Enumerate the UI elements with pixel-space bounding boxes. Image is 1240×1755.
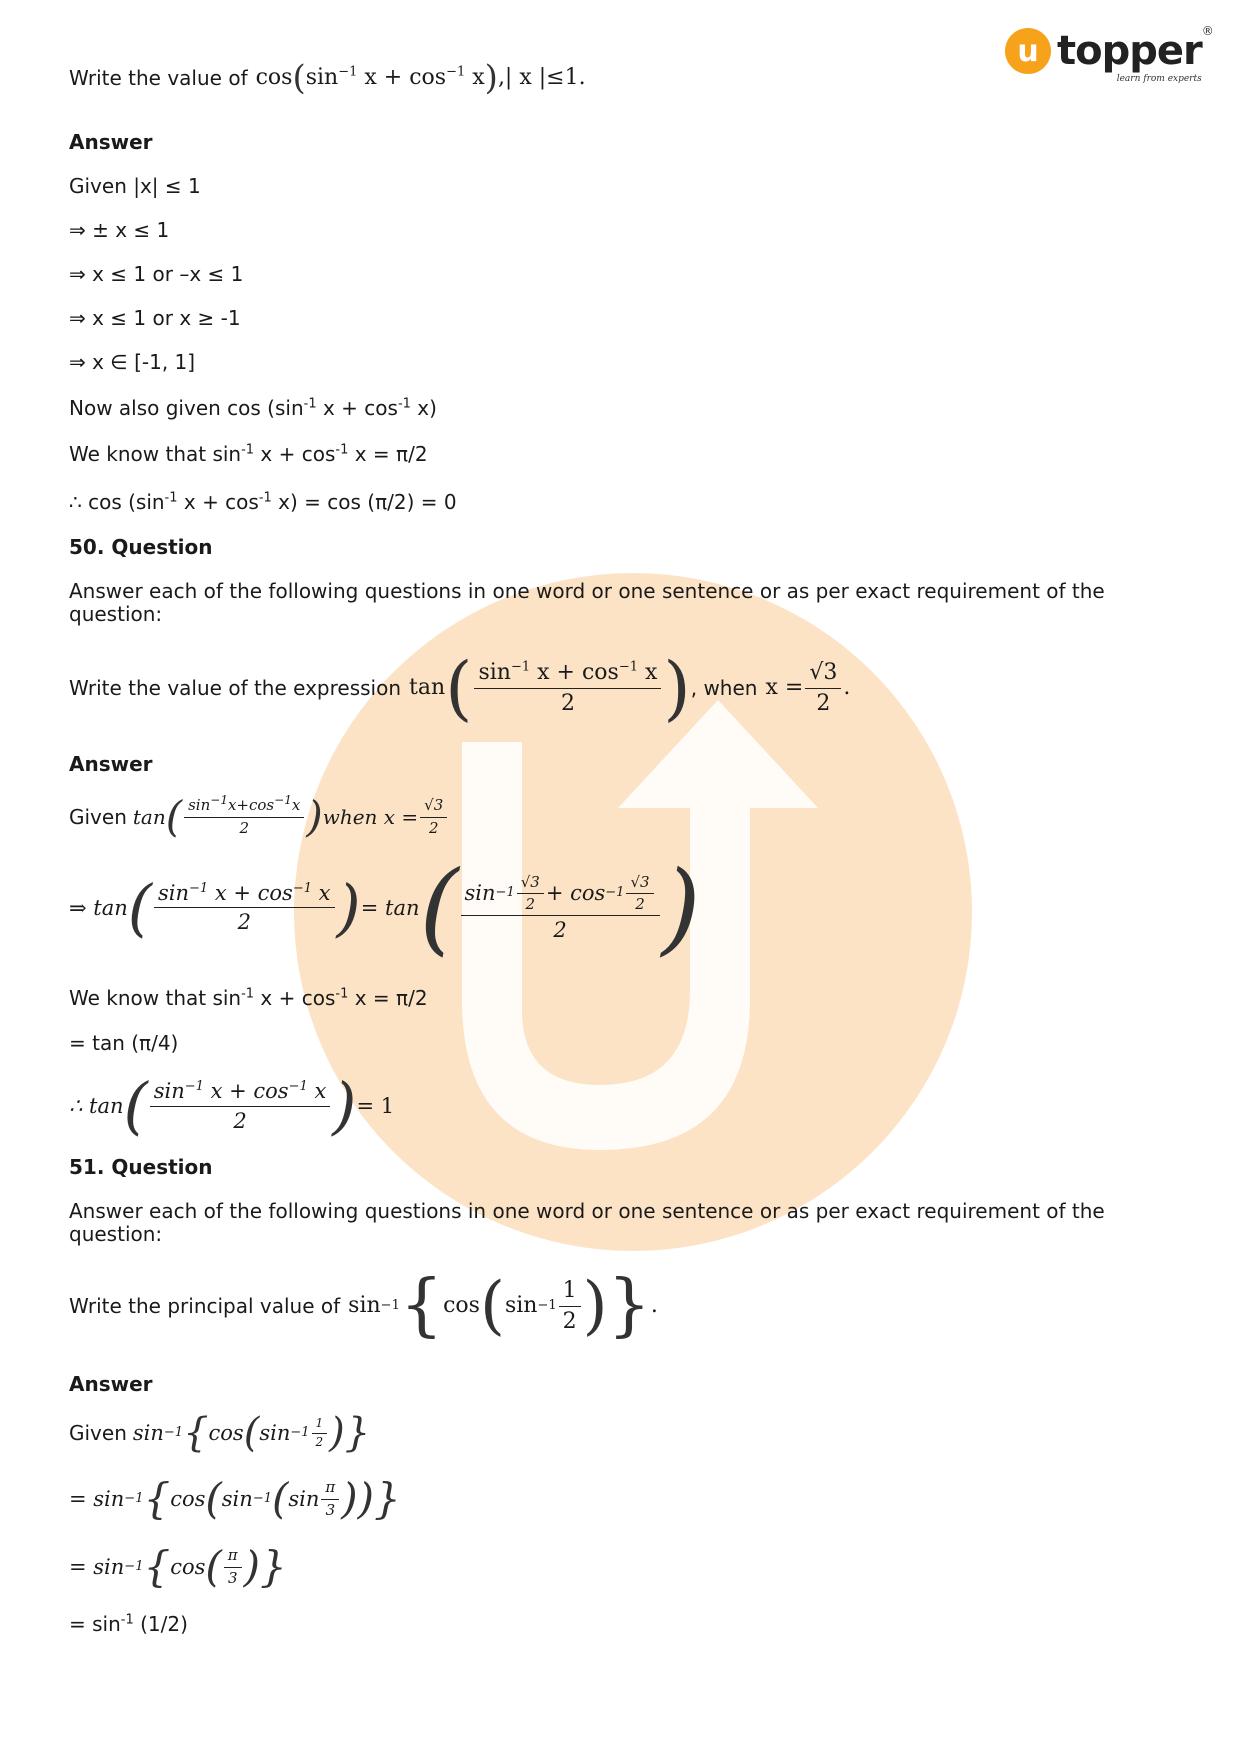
q49-prompt-text: Write the value of — [69, 66, 248, 90]
q49-conclusion: ∴ $\cos (\sin^{-1}$ $x + \cos^{-1} x) = \cos (\pi/2) = 0$ — [69, 490, 457, 514]
q49-prompt-formula: $\cos(\sin^{-1}$ $x + \cos^{-1} x),|$ x |≤1. — [255, 58, 586, 98]
utopper-logo — [1005, 24, 1214, 84]
q49-step: ⇒ ± x ≤ 1 — [69, 218, 170, 242]
q51-prompt-text: Write the principal value of — [69, 1294, 341, 1318]
q49-prompt — [69, 58, 586, 98]
q50-given: Given tan ( $\frac{\sin^{-1}x+\cos^{-1}x}{2}$ ) when x = $\frac{√3}{2}$ — [69, 792, 449, 842]
q49-answer-label: Answer — [69, 130, 153, 154]
q49-step: ⇒ x ≤ 1 or x ≥ -1 — [69, 306, 241, 330]
q50-result: ∴ tan ( $\frac{\sin^{-1} x + \cos^{-1} x}{2}$ ) = 1 — [69, 1069, 395, 1142]
q50-step-substitute: ⇒ tan ( $\frac{\sin^{-1} x + \cos^{-1} x}{2}$ ) = tan ( sin −1 $\frac{√3}{2}$ + cos −1 $\frac{√3}{2}$ 2 ) — [69, 848, 701, 966]
q49-step: Given |x| ≤ 1 — [69, 174, 201, 198]
q50-when: , when — [690, 676, 758, 700]
q50-heading: 50. Question — [69, 535, 213, 559]
q50-answer-label: Answer — [69, 752, 153, 776]
logo-text: topper — [1057, 28, 1202, 74]
q51-given: Given sin −1 { cos ( sin −1 $\frac{1}{2}$ ) } — [69, 1410, 371, 1456]
q50-tan-value: = tan (π/4) — [69, 1031, 179, 1055]
q51-step-2: = sin −1 { cos ( $\frac{\pi}{3}$ ) } — [69, 1542, 287, 1591]
q51-instruction-2: question: — [69, 1222, 163, 1246]
q49-step: ⇒ x ∈ [-1, 1] — [69, 350, 196, 374]
q51-step-3: = $\sin^{-1} (1/2)$ — [69, 1612, 188, 1636]
q51-instruction-1: Answer each of the following questions in one word or one sentence or as per exact requirement of the — [69, 1199, 1105, 1223]
logo-mark-icon: u — [1005, 28, 1051, 74]
logo-registered: ® — [1201, 24, 1214, 38]
q51-step-1: = sin −1 { cos ( sin −1 ( sin $\frac{\pi}{3}$ ) ) } — [69, 1474, 401, 1523]
q49-step: ⇒ x ≤ 1 or –x ≤ 1 — [69, 262, 244, 286]
q49-identity: We know that $\sin^{-1} x + \cos^{-1} x = \pi/2$ — [69, 442, 428, 466]
q50-instruction-1: Answer each of the following questions in one word or one sentence or as per exact requirement of the — [69, 579, 1105, 603]
q51-prompt — [69, 1268, 658, 1344]
q50-prompt-formula: tan ( $\frac{\sin^{-1} x + \cos^{-1} x}{2}$ ) — [409, 647, 691, 729]
q50-prompt-text: Write the value of the expression — [69, 676, 402, 700]
q50-instruction-2: question: — [69, 602, 163, 626]
q49-now-given: Now also given $\cos (\sin^{-1}$ $x + \cos^{-1} x$) — [69, 396, 437, 420]
q50-identity: We know that $\sin^{-1} x + \cos^{-1} x = \pi/2$ — [69, 986, 428, 1010]
logo-tagline: learn from experts — [1116, 74, 1202, 84]
q50-x-value: x = $\frac{√3}{2}$ . — [765, 660, 851, 716]
q50-prompt — [69, 648, 850, 728]
q51-prompt-formula: sin −1 { cos ( sin −1 $\frac{1}{2}$ ) } . — [348, 1266, 658, 1345]
q51-heading: 51. Question — [69, 1155, 213, 1179]
q51-answer-label: Answer — [69, 1372, 153, 1396]
